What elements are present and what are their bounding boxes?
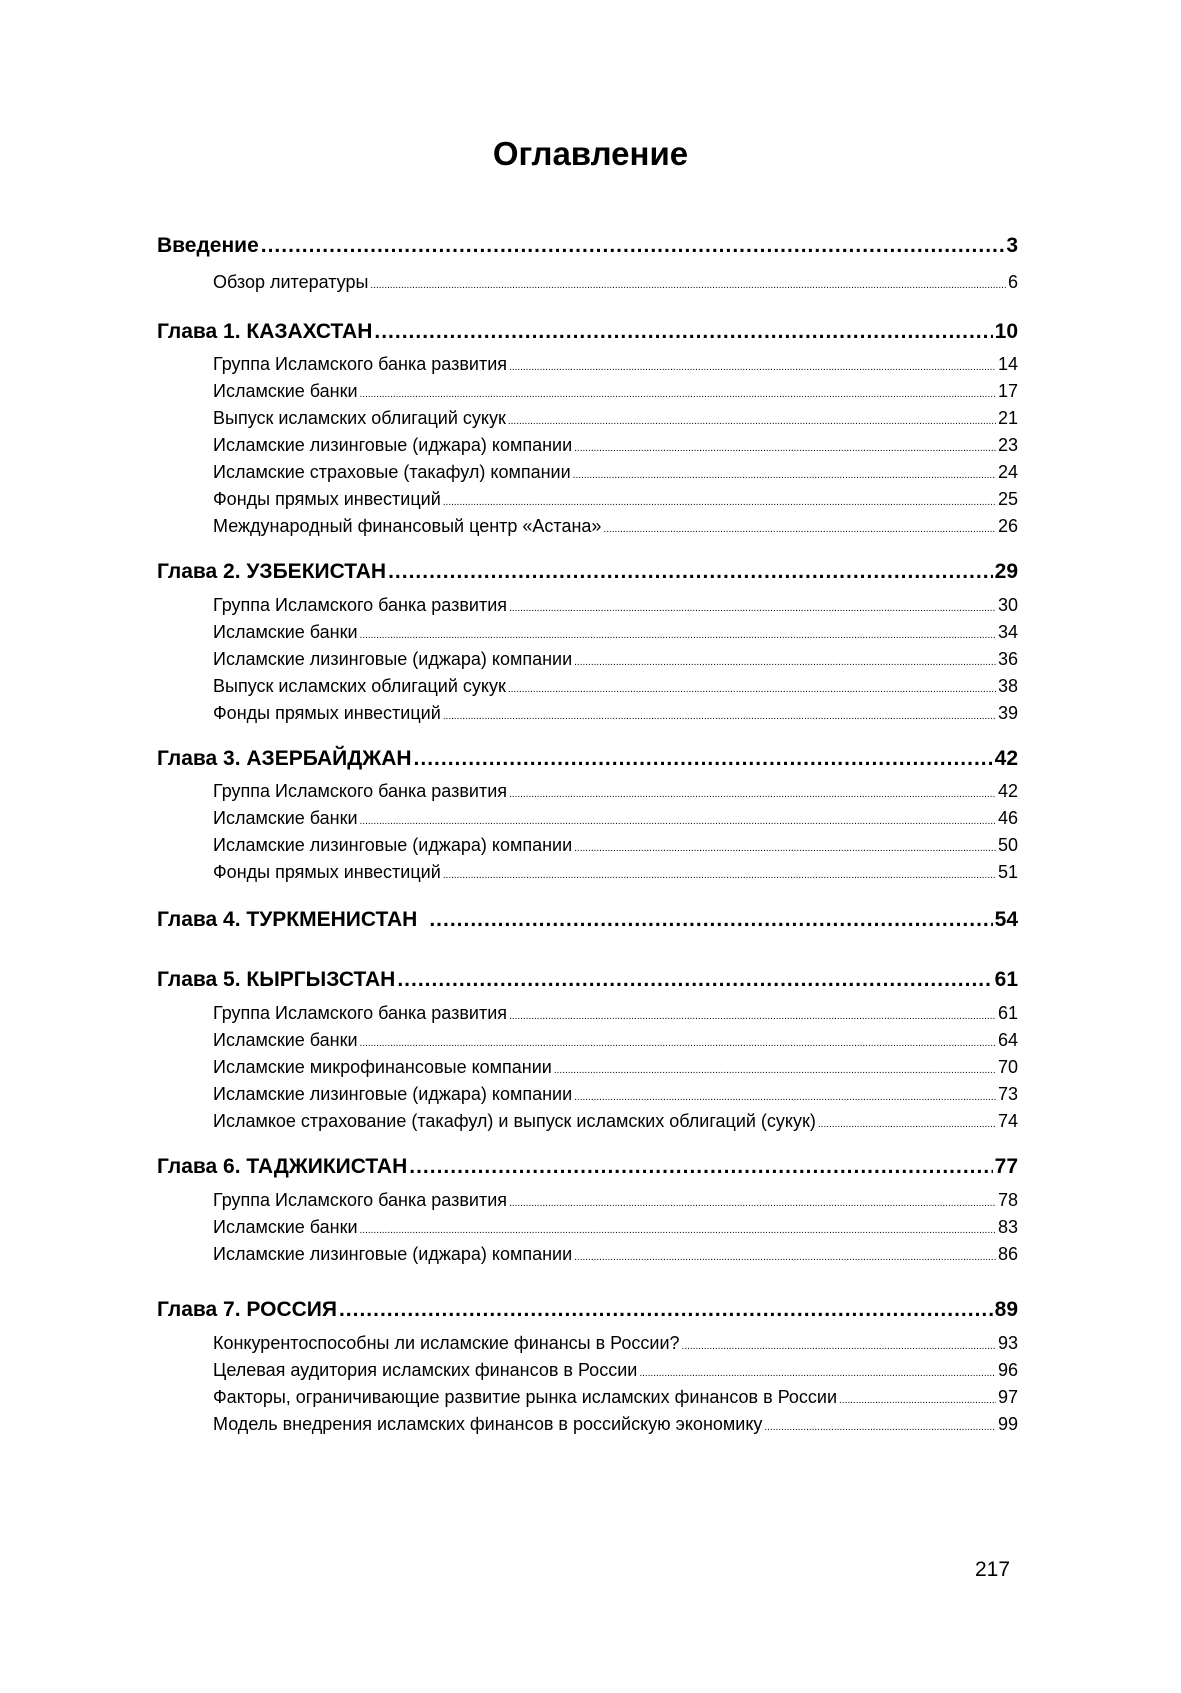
toc-page: 70 [997,1057,1018,1077]
leader-dots [388,560,993,584]
toc-entry[interactable] [213,1387,1018,1408]
toc-entry[interactable] [213,272,1018,293]
toc-label: Исламские лизинговые (иджара) компании [213,649,573,669]
leader-dots [554,1057,996,1078]
toc-page: 50 [997,835,1018,855]
toc-page: 42 [994,747,1018,770]
toc-label: Группа Исламского банка развития [213,354,508,374]
toc-entry[interactable] [213,649,1018,670]
toc-page: 29 [994,560,1018,583]
toc-label: Группа Исламского банка развития [213,781,508,801]
toc-label: Исламские лизинговые (иджара) компании [213,435,573,455]
toc-entry[interactable] [213,1084,1018,1105]
toc-entry[interactable] [213,354,1018,375]
toc-page: 54 [994,908,1018,931]
leader-dots [261,234,1005,258]
toc-label: Конкурентоспособны ли исламские финансы в России? [213,1333,680,1353]
leader-dots [573,462,996,483]
toc-label: Обзор литературы [213,272,369,292]
toc-entry[interactable] [213,703,1018,724]
toc-page: 97 [997,1387,1018,1407]
toc-page: 61 [994,968,1018,991]
toc-entry[interactable] [213,1333,1018,1354]
toc-label: Глава 7. РОССИЯ [157,1298,337,1321]
toc-label: Исламские лизинговые (иджара) компании [213,1244,573,1264]
toc-page: 38 [997,676,1018,696]
toc-page: 25 [997,489,1018,509]
toc-label: Исламские микрофинансовые компании [213,1057,552,1077]
toc-entry[interactable] [213,676,1018,697]
toc-page: 21 [997,408,1018,428]
toc-page: 77 [994,1155,1018,1178]
toc-label: Выпуск исламских облигаций сукук [213,676,506,696]
toc-entry[interactable] [213,1030,1018,1051]
leader-dots [374,320,992,344]
leader-dots [603,516,996,537]
toc-label: Исламкое страхование (такафул) и выпуск исламских облигаций (сукук) [213,1111,816,1131]
toc-page: 78 [997,1190,1018,1210]
toc-label: Исламские банки [213,1030,358,1050]
leader-dots [764,1414,996,1435]
toc-page: 14 [997,354,1018,374]
toc-label: Исламские банки [213,808,358,828]
toc-label: Исламские банки [213,381,358,401]
leader-dots [574,1244,996,1265]
toc-label: Группа Исламского банка развития [213,1003,508,1023]
toc-label: Глава 5. КЫРГЫЗСТАН [157,968,396,991]
toc-page: 39 [997,703,1018,723]
leader-dots [509,1003,996,1024]
toc-page: 6 [1007,272,1018,292]
leader-dots [574,1084,996,1105]
leader-dots [508,408,996,429]
toc-page: 83 [997,1217,1018,1237]
leader-dots [443,703,996,724]
toc-entry[interactable] [213,835,1018,856]
toc-entry[interactable] [213,1111,1018,1132]
toc-entry[interactable] [213,595,1018,616]
leader-dots [509,595,996,616]
leader-dots [414,747,993,771]
toc-page: 23 [997,435,1018,455]
toc-label: Выпуск исламских облигаций сукук [213,408,506,428]
toc-page: 17 [997,381,1018,401]
toc-label: Группа Исламского банка развития [213,595,508,615]
toc-entry[interactable] [213,1414,1018,1435]
page-title: Оглавление [492,135,689,172]
toc-entry[interactable] [213,781,1018,802]
toc-page: 3 [1006,234,1018,257]
toc-entry[interactable] [213,1217,1018,1238]
leader-dots [409,1155,992,1179]
toc-label: Исламские банки [213,622,358,642]
toc-page: 24 [997,462,1018,482]
toc-page: 99 [997,1414,1018,1434]
toc-label: Глава 2. УЗБЕКИСТАН [157,560,387,583]
leader-dots [574,649,996,670]
leader-dots [818,1111,996,1132]
leader-dots [443,862,996,883]
page-number: 217 [975,1558,1011,1581]
leader-dots [370,272,1006,293]
leader-dots [360,1030,996,1051]
leader-dots [508,676,996,697]
leader-dots [443,489,996,510]
toc-label: Глава 4. ТУРКМЕНИСТАН [157,908,418,931]
toc-page: 36 [997,649,1018,669]
toc-page: 34 [997,622,1018,642]
toc-entry[interactable] [213,1190,1018,1211]
toc-entry[interactable] [213,408,1018,429]
toc-page: 86 [997,1244,1018,1264]
toc-page: 64 [997,1030,1018,1050]
toc-label: Фонды прямых инвестиций [213,489,441,509]
leader-dots [839,1387,996,1408]
leader-dots [360,622,996,643]
toc-page: 73 [997,1084,1018,1104]
toc-entry[interactable] [213,1244,1018,1265]
leader-dots [574,435,996,456]
toc-label: Группа Исламского банка развития [213,1190,508,1210]
toc-page: 74 [997,1111,1018,1131]
toc-label: Исламские лизинговые (иджара) компании [213,835,573,855]
toc-page: 89 [994,1298,1018,1321]
toc-entry[interactable] [213,381,1018,402]
toc-entry[interactable] [213,1003,1018,1024]
toc-page: 42 [997,781,1018,801]
toc-label: Фонды прямых инвестиций [213,703,441,723]
toc-label: Целевая аудитория исламских финансов в России [213,1360,638,1380]
toc-entry[interactable] [213,516,1018,537]
toc-chapter-1[interactable] [157,320,1018,344]
toc-label: Введение [157,234,259,257]
toc-page: 30 [997,595,1018,615]
toc-entry[interactable] [213,622,1018,643]
toc-entry[interactable] [213,862,1018,883]
leader-dots [360,808,996,829]
toc-entry[interactable] [213,1057,1018,1078]
toc-page: 93 [997,1333,1018,1353]
toc-page: 61 [997,1003,1018,1023]
toc-chapter-4[interactable] [157,908,1018,932]
toc-page: 96 [997,1360,1018,1380]
leader-dots [509,354,996,375]
toc-entry[interactable] [213,489,1018,510]
leader-dots [360,1217,996,1238]
toc-page: 10 [994,320,1018,343]
toc-chapter-intro[interactable] [157,234,1018,258]
leader-dots [429,908,992,932]
toc-label: Исламские лизинговые (иджара) компании [213,1084,573,1104]
leader-dots [339,1298,993,1322]
leader-dots [509,1190,996,1211]
leader-dots [639,1360,996,1381]
toc-page: 46 [997,808,1018,828]
toc-label: Исламские банки [213,1217,358,1237]
toc-page: 26 [997,516,1018,536]
toc-entry[interactable] [213,808,1018,829]
toc-chapter-3[interactable] [157,747,1018,771]
toc-label: Глава 6. ТАДЖИКИСТАН [157,1155,408,1178]
leader-dots [682,1333,996,1354]
toc-label: Глава 1. КАЗАХСТАН [157,320,373,343]
toc-entry[interactable] [213,435,1018,456]
leader-dots [574,835,996,856]
toc-page: 51 [997,862,1018,882]
toc-label: Модель внедрения исламских финансов в российскую экономику [213,1414,763,1434]
toc-label: Фонды прямых инвестиций [213,862,441,882]
toc-chapter-2[interactable] [157,560,1018,584]
toc-chapter-5[interactable] [157,968,1018,992]
leader-dots [397,968,992,992]
toc-label: Глава 3. АЗЕРБАЙДЖАН [157,747,412,770]
leader-dots [509,781,996,802]
toc-label: Международный финансовый центр «Астана» [213,516,602,536]
toc-chapter-6[interactable] [157,1155,1018,1179]
toc-label: Исламские страховые (такафул) компании [213,462,571,482]
toc-entry[interactable] [213,1360,1018,1381]
leader-dots [360,381,996,402]
toc-chapter-7[interactable] [157,1298,1018,1322]
toc-entry[interactable] [213,462,1018,483]
toc-label: Факторы, ограничивающие развитие рынка исламских финансов в России [213,1387,838,1407]
